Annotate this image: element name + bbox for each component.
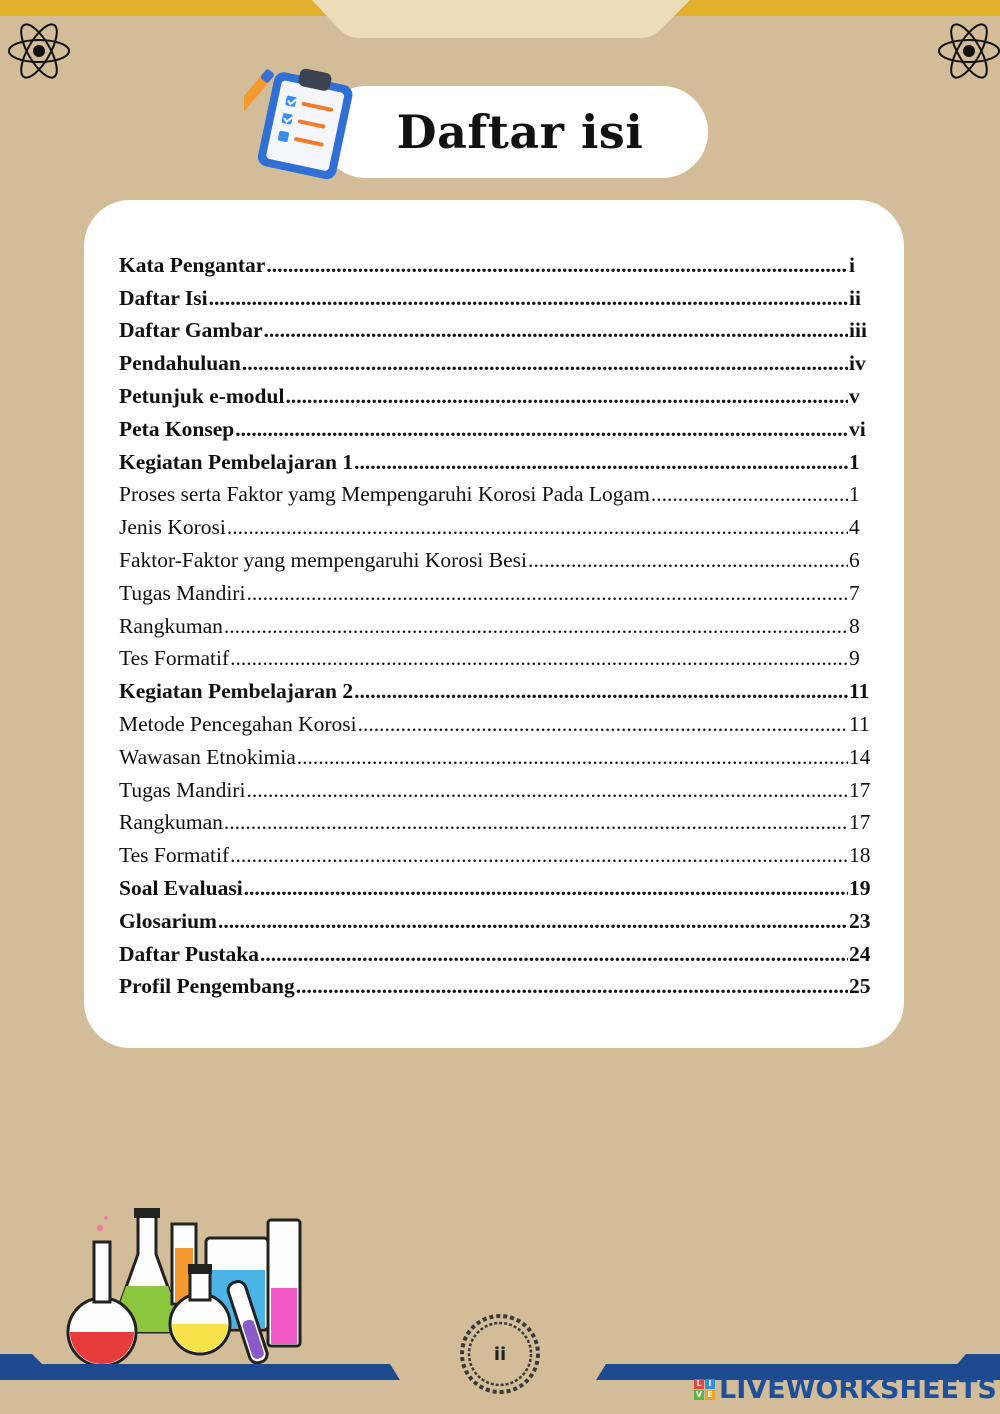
toc-leader-dots [235,417,848,442]
toc-entry [119,671,879,704]
toc-entry-label: Wawasan Etnokimia [119,744,296,769]
toc-leader-dots [209,286,848,311]
toc-entry-page: 4 [849,515,860,540]
liveworksheets-logo-mark [694,1379,715,1400]
toc-entry [119,803,879,836]
toc-entry [119,507,879,540]
toc-entry-label: Pendahuluan [119,351,241,376]
toc-entry-label: Profil Pengembang [119,974,295,999]
toc-entry [119,409,879,442]
toc-entry-page: 8 [849,613,860,638]
toc-entry-page: 14 [849,744,871,769]
toc-entry-page: v [849,383,860,408]
atom-icon [6,18,72,84]
page-title: Daftar isi [396,105,644,159]
toc-entry-label: Peta Konsep [119,416,235,441]
toc-entry [119,868,879,901]
toc-entry-label: Kegiatan Pembelajaran 1 [119,449,354,474]
toc-entry-page: i [849,252,855,277]
table-of-contents [119,245,879,999]
toc-entry-page: iv [849,351,866,376]
toc-leader-dots [528,548,848,573]
toc-entry-label: Petunjuk e-modul [119,383,285,408]
toc-entry [119,967,879,1000]
toc-entry [119,704,879,737]
toc-leader-dots [230,646,848,671]
toc-entry [119,770,879,803]
toc-entry-label: Tes Formatif [119,843,230,868]
toc-leader-dots [651,482,848,507]
toc-leader-dots [264,318,848,343]
toc-entry-label: Metode Pencegahan Korosi [119,711,357,736]
logo-letter: I [705,1379,715,1389]
toc-entry [119,934,879,967]
toc-entry-page: 6 [849,547,860,572]
toc-entry [119,639,879,672]
atom-icon [936,18,1000,84]
toc-entry-page: ii [849,285,861,310]
toc-entry [119,540,879,573]
toc-entry [119,278,879,311]
toc-entry-label: Rangkuman [119,613,223,638]
toc-entry-label: Tugas Mandiri [119,777,246,802]
toc-leader-dots [354,679,848,704]
toc-entry-label: Soal Evaluasi [119,875,243,900]
logo-letter: L [694,1379,704,1389]
toc-entry-page: iii [849,318,867,343]
toc-entry-page: 7 [849,580,860,605]
toc-entry-page: 11 [849,711,870,736]
clipboard-checklist-icon [244,64,370,180]
toc-entry-label: Jenis Korosi [119,515,226,540]
toc-entry-label: Daftar Isi [119,285,208,310]
toc-entry [119,573,879,606]
toc-entry-page: 18 [849,843,871,868]
toc-entry-page: 11 [849,679,870,704]
toc-leader-dots [242,351,848,376]
toc-entry [119,901,879,934]
toc-entry-page: 17 [849,777,871,802]
toc-leader-dots [244,876,848,901]
logo-letter: E [705,1390,715,1400]
toc-entry-label: Faktor-Faktor yang mempengaruhi Korosi Besi [119,547,527,572]
toc-leader-dots [266,253,848,278]
toc-leader-dots [218,909,848,934]
toc-entry [119,475,879,508]
toc-entry-label: Daftar Pustaka [119,941,259,966]
toc-leader-dots [230,843,848,868]
toc-entry-label: Tugas Mandiri [119,580,246,605]
liveworksheets-text: LIVEWORKSHEETS [719,1374,997,1405]
toc-entry [119,835,879,868]
toc-entry [119,606,879,639]
toc-entry [119,442,879,475]
toc-entry-page: 1 [849,482,860,507]
top-tab-shape [0,0,1000,40]
logo-letter: V [695,1390,703,1399]
toc-entry [119,376,879,409]
liveworksheets-watermark [694,1374,997,1405]
toc-entry [119,311,879,344]
toc-leader-dots [246,778,848,803]
toc-leader-dots [227,515,848,540]
toc-leader-dots [285,384,848,409]
toc-leader-dots [354,450,848,475]
toc-entry-page: vi [849,416,866,441]
toc-entry-page: 19 [849,875,871,900]
toc-entry-label: Rangkuman [119,810,223,835]
toc-entry-page: 23 [849,908,871,933]
toc-entry-label: Tes Formatif [119,646,230,671]
toc-entry-page: 9 [849,646,860,671]
toc-leader-dots [224,614,848,639]
toc-entry-page: 1 [849,449,860,474]
toc-entry-label: Proses serta Faktor yamg Mempengaruhi Korosi Pada Logam [119,482,650,507]
page-number: ii [493,1343,507,1365]
toc-leader-dots [246,581,848,606]
toc-leader-dots [296,974,848,999]
toc-entry [119,245,879,278]
lab-flasks-illustration [60,1200,320,1370]
toc-entry-label: Kegiatan Pembelajaran 2 [119,679,354,704]
toc-leader-dots [358,712,848,737]
toc-entry [119,343,879,376]
toc-leader-dots [260,942,848,967]
toc-entry-label: Glosarium [119,908,217,933]
toc-leader-dots [297,745,848,770]
toc-entry-label: Daftar Gambar [119,318,263,343]
toc-entry-label: Kata Pengantar [119,252,266,277]
toc-entry-page: 25 [849,974,871,999]
toc-leader-dots [224,810,848,835]
toc-entry [119,737,879,770]
bottom-accent-stripe-left [0,1354,400,1380]
toc-entry-page: 24 [849,941,871,966]
toc-entry-page: 17 [849,810,871,835]
